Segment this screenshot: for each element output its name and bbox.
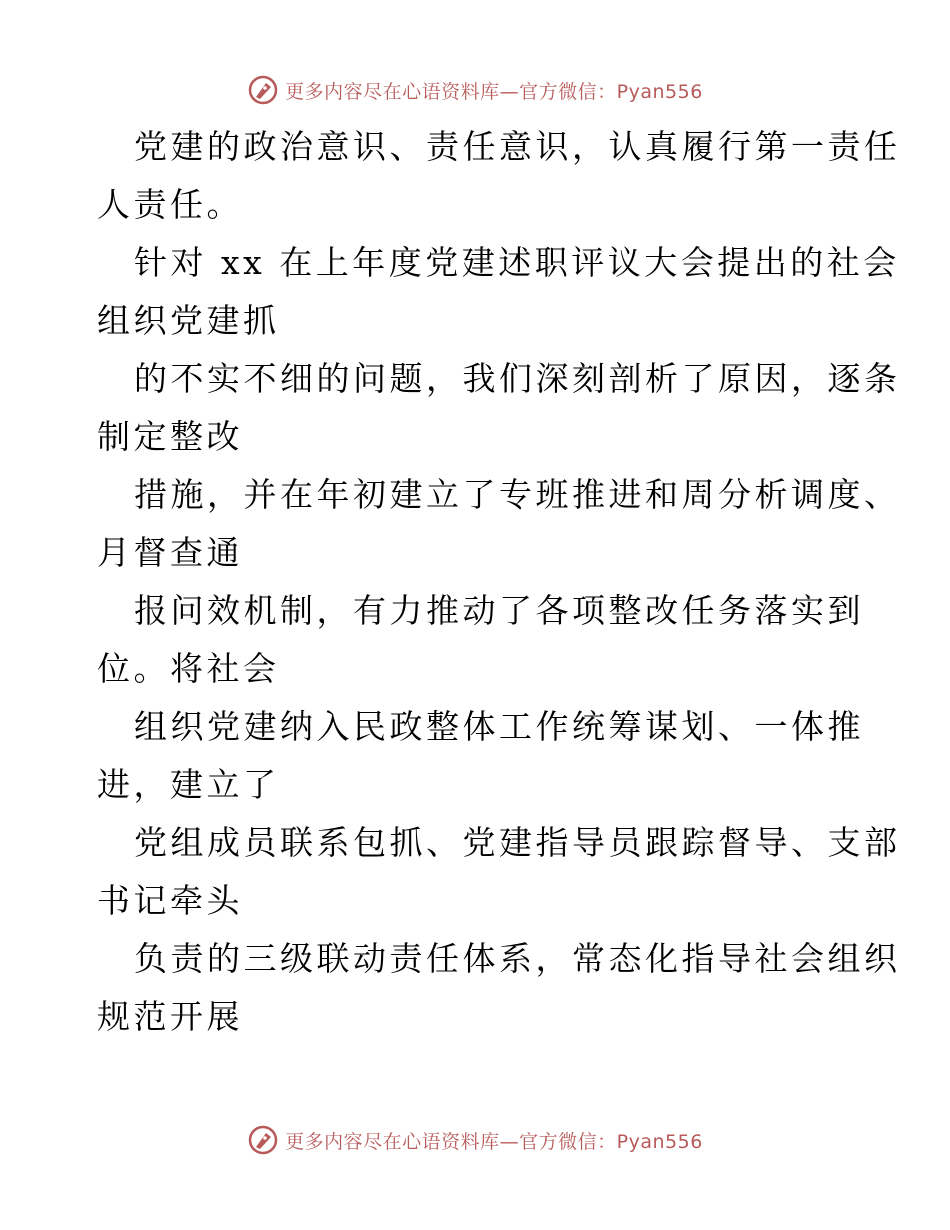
body-line: 报问效机制，有力推动了各项整改任务落实到 — [134, 591, 864, 630]
header-banner — [0, 70, 950, 110]
header-banner-group — [247, 74, 703, 106]
header-banner-text: 更多内容尽在心语资料库—官方微信：Pyan556 — [285, 80, 703, 103]
body-line: 位。将社会 — [97, 649, 280, 688]
body-line: 党建的政治意识、责任意识，认真履行第一责任 — [134, 127, 901, 166]
pen-nib-circle-icon — [247, 74, 279, 106]
body-line: 月督查通 — [97, 533, 243, 572]
footer-banner — [0, 1120, 950, 1160]
body-line: 党组成员联系包抓、党建指导员跟踪督导、支部 — [134, 823, 901, 862]
document-body — [97, 118, 901, 1046]
footer-banner-text: 更多内容尽在心语资料库—官方微信：Pyan556 — [285, 1130, 703, 1153]
body-line: 负责的三级联动责任体系，常态化指导社会组织 — [134, 939, 901, 978]
body-line: 制定整改 — [97, 417, 243, 456]
body-line: 组织党建抓 — [97, 301, 280, 340]
body-line: 书记牵头 — [97, 881, 243, 920]
pen-nib-circle-icon — [247, 1124, 279, 1156]
body-line: 措施，并在年初建立了专班推进和周分析调度、 — [134, 475, 901, 514]
body-line: 进，建立了 — [97, 765, 280, 804]
footer-banner-group — [247, 1124, 703, 1156]
body-line: 的不实不细的问题，我们深刻剖析了原因，逐条 — [134, 359, 901, 398]
body-line: 人责任。 — [97, 185, 243, 224]
body-line: 组织党建纳入民政整体工作统筹谋划、一体推 — [134, 707, 864, 746]
body-line: 针对 xx 在上年度党建述职评议大会提出的社会 — [134, 243, 900, 282]
body-line: 规范开展 — [97, 997, 243, 1036]
